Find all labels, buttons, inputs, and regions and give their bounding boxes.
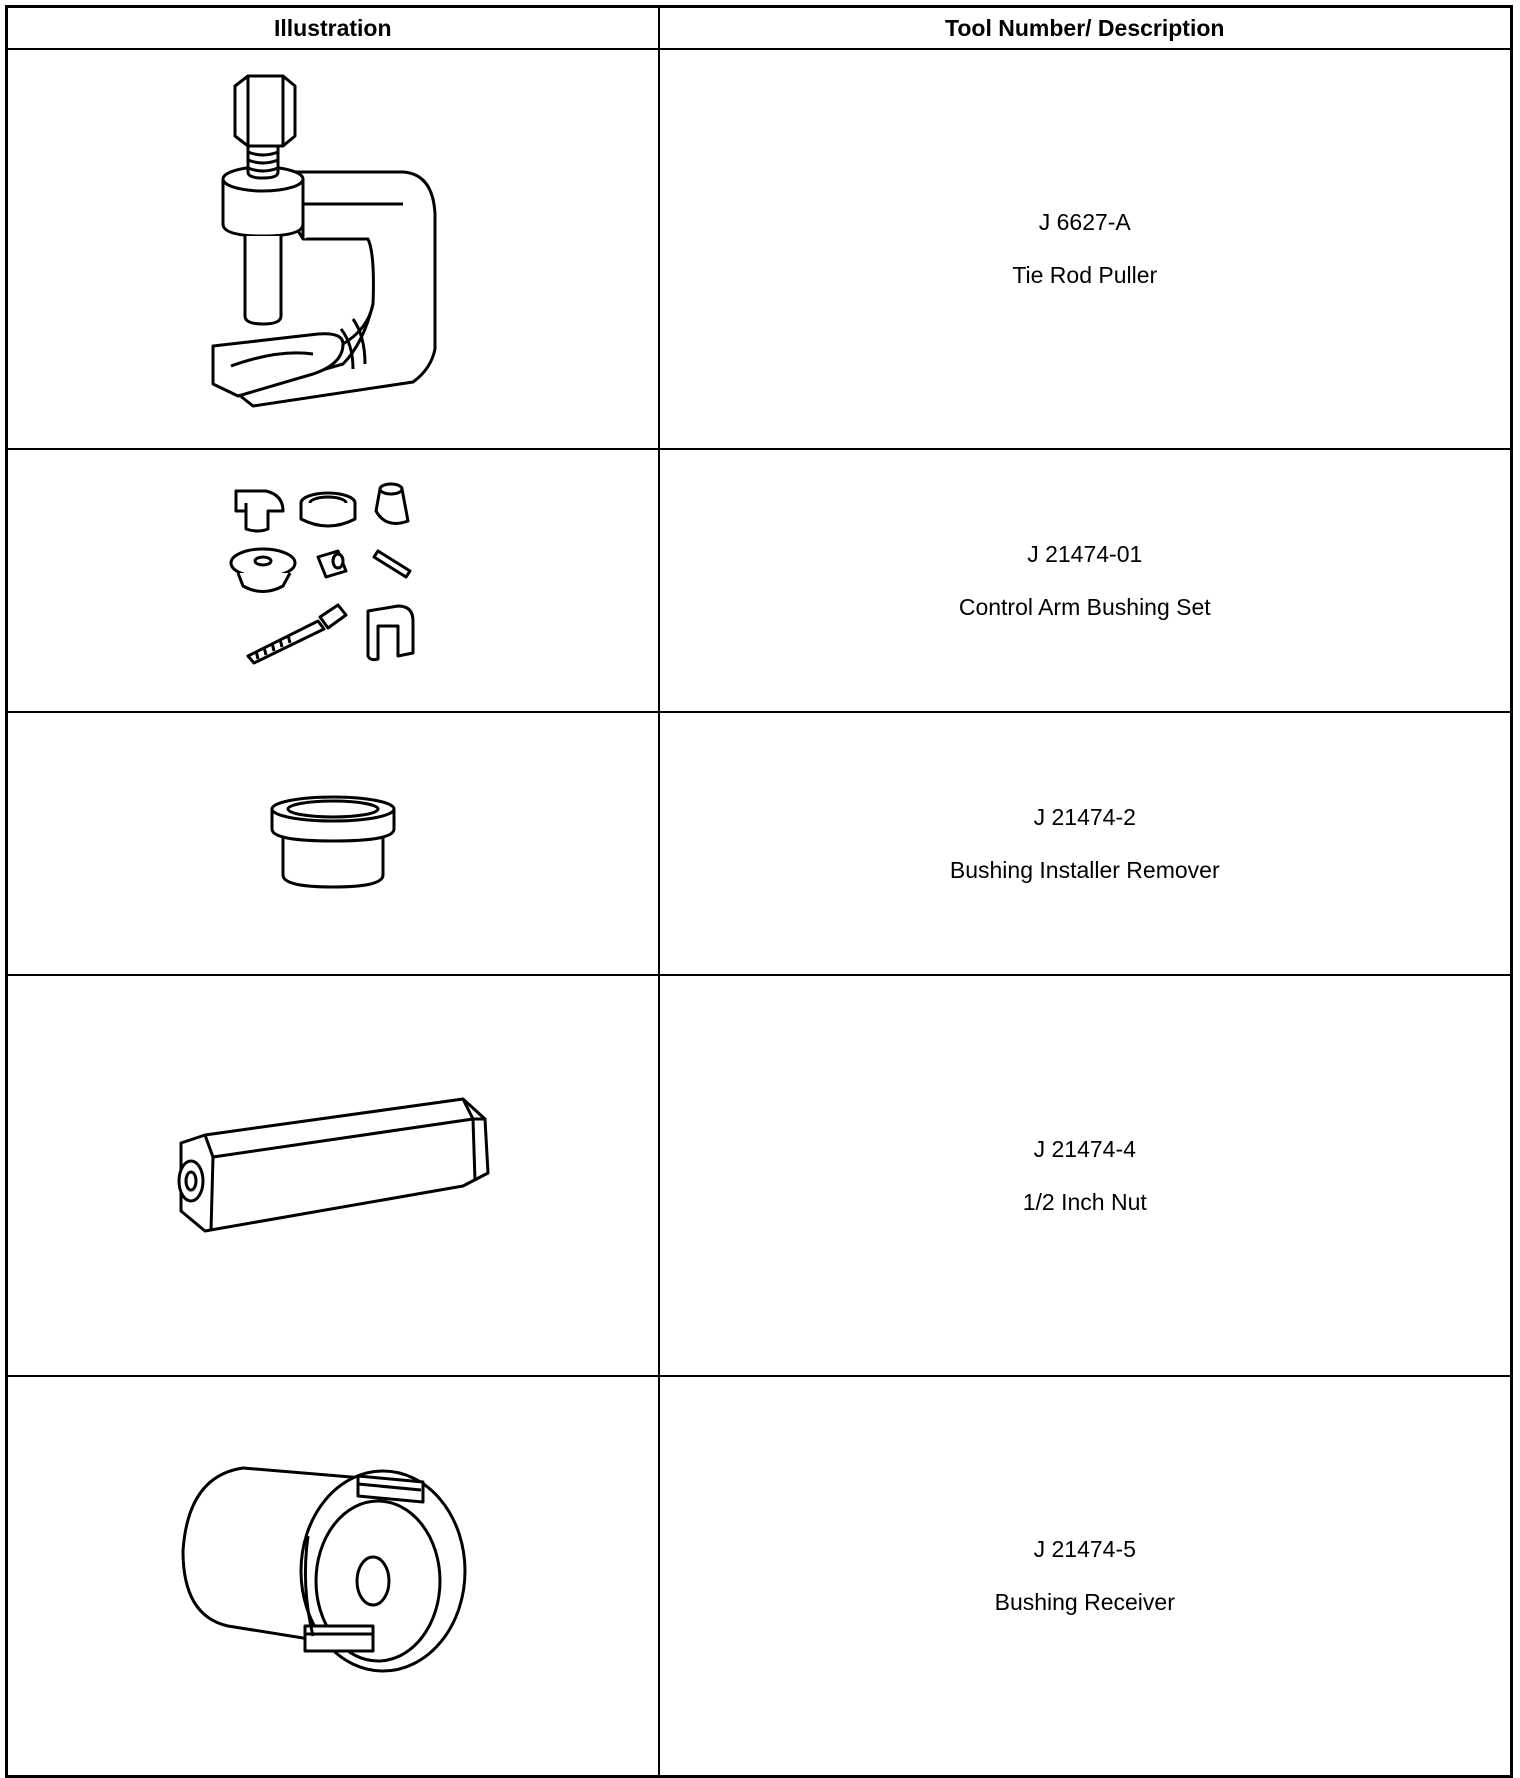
illustration-cell xyxy=(7,712,659,975)
illustration-cell xyxy=(7,449,659,712)
header-row xyxy=(7,7,1512,50)
illustration-cell xyxy=(7,49,659,449)
table-row xyxy=(7,975,1512,1376)
description-cell xyxy=(659,1376,1512,1777)
table-row xyxy=(7,1376,1512,1777)
tool-description: Bushing Installer Remover xyxy=(949,856,1220,883)
bushing-set-illustration xyxy=(228,481,438,681)
description-cell xyxy=(659,712,1512,975)
description-cell xyxy=(659,975,1512,1376)
tool-number: J 21474-2 xyxy=(1033,803,1136,830)
table-row xyxy=(7,449,1512,712)
tool-number: J 21474-4 xyxy=(1033,1135,1136,1162)
description-cell xyxy=(659,49,1512,449)
tool-description: Control Arm Bushing Set xyxy=(958,593,1211,620)
tie-rod-puller-illustration xyxy=(193,64,473,434)
special-tools-table xyxy=(5,5,1513,1778)
tool-number: J 21474-5 xyxy=(1033,1536,1136,1562)
table-row xyxy=(7,49,1512,449)
tool-description: Tie Rod Puller xyxy=(1012,262,1158,288)
tool-number: J 6627-A xyxy=(1038,209,1131,235)
bushing-installer-illustration xyxy=(268,789,398,899)
tool-number: J 21474-01 xyxy=(1027,540,1143,567)
table-row xyxy=(7,712,1512,975)
illustration-cell xyxy=(7,975,659,1376)
tool-description: Bushing Receiver xyxy=(994,1589,1175,1615)
illustration-cell xyxy=(7,1376,659,1777)
hex-nut-illustration xyxy=(163,1091,503,1261)
bushing-receiver-illustration xyxy=(173,1456,493,1696)
header-tool-description: Tool Number/ Description xyxy=(659,7,1512,50)
description-cell xyxy=(659,449,1512,712)
tool-description: 1/2 Inch Nut xyxy=(1022,1188,1147,1215)
header-illustration: Illustration xyxy=(7,7,659,50)
